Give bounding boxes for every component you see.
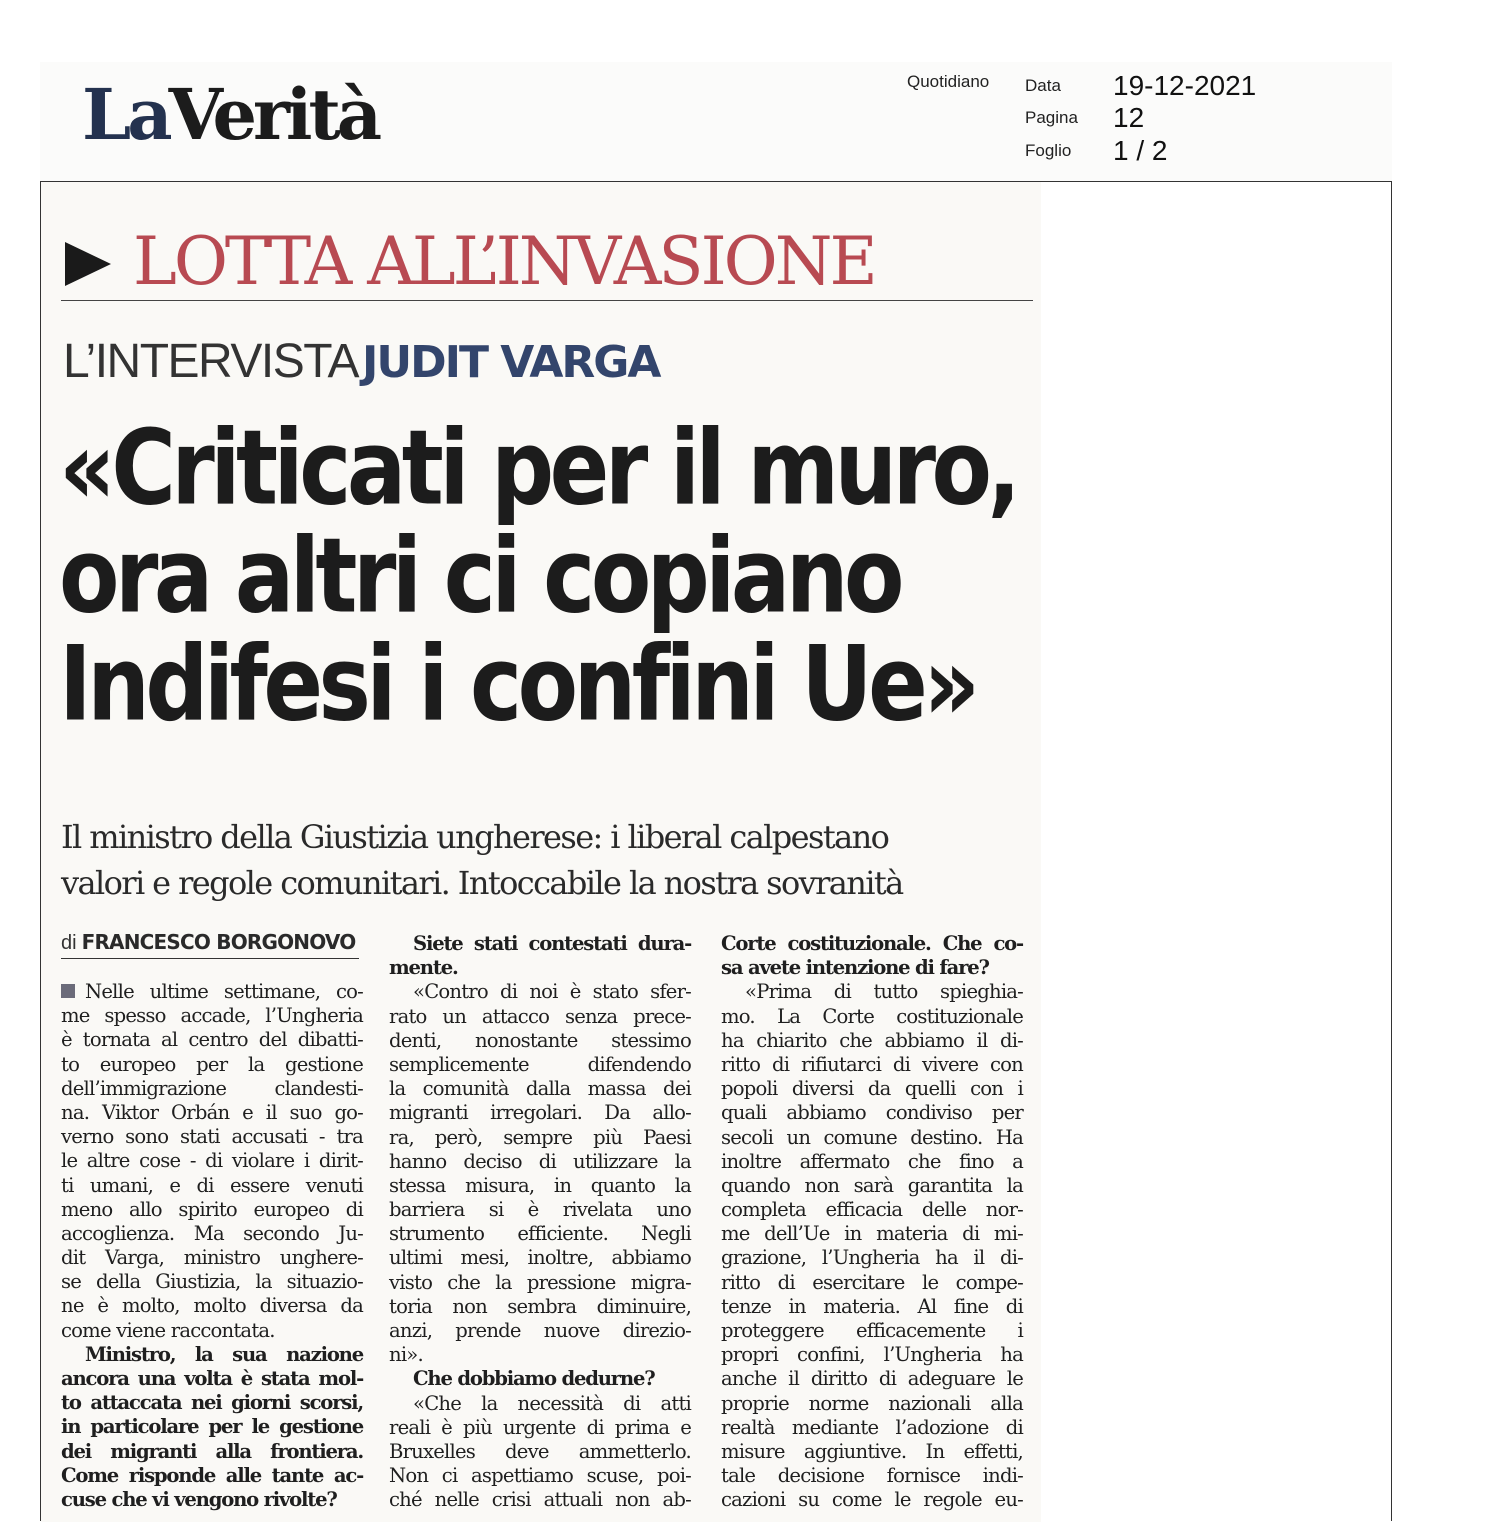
section-title: LOTTA ALL’INVASIONE — [133, 223, 875, 300]
question-line: cuse che vi vengono rivolte? — [61, 1487, 337, 1511]
text-line: stessa misura, in quanto la — [389, 1173, 691, 1197]
text-line: anche il diritto di adeguare le — [721, 1367, 1023, 1391]
text-line: è tornata al centro del dibatti- — [61, 1028, 363, 1052]
text-line: me dell’Ue in materia di mi- — [721, 1222, 1023, 1246]
square-bullet-icon — [61, 984, 75, 998]
headline — [59, 406, 1039, 745]
clipping-frame — [40, 181, 1392, 1521]
text-line: completa efficacia delle nor- — [721, 1198, 1023, 1222]
byline — [61, 930, 359, 959]
byline-author: FRANCESCO BORGONOVO — [81, 930, 356, 954]
text-line: ritto di esercitare le compe- — [721, 1270, 1023, 1294]
text-line: toria non sembra diminuire, — [389, 1294, 691, 1318]
question-line: to attaccata nei giorni scorsi, — [61, 1391, 363, 1415]
text-line: dit Varga, ministro unghere- — [61, 1246, 363, 1270]
question-line: Corte costituzionale. Che co- — [721, 932, 1023, 955]
text-line: na. Viktor Orbán e il suo go- — [61, 1100, 363, 1124]
question-line: mente. — [389, 956, 458, 980]
text-line: le altre cose - di violare i dirit- — [61, 1149, 363, 1173]
text-line: ultimi mesi, inoltre, abbiamo — [389, 1246, 691, 1270]
text-line: dell’immigrazione clandesti- — [61, 1076, 363, 1100]
question-line: Ministro, la sua nazione — [85, 1342, 363, 1366]
text-line: tale decisione fornisce indi- — [721, 1464, 1023, 1488]
text-line: accoglienza. Ma secondo Ju- — [61, 1221, 363, 1245]
text-line: Nelle ultime settimane, co- — [61, 980, 363, 1004]
byline-prefix: di — [61, 932, 77, 954]
newspaper-logo — [82, 73, 379, 156]
text-line: inoltre affermato che fino a — [721, 1149, 1023, 1173]
date-label: Data — [1025, 76, 1061, 95]
question-line: Che dobbiamo dedurne? — [413, 1367, 655, 1391]
question-line: ancora una volta è stata mol- — [61, 1367, 363, 1390]
arrow-right-icon — [65, 242, 111, 286]
text-line: la comunità dalla massa dei — [389, 1077, 691, 1101]
text-line: ha chiarito che abbiamo il di- — [721, 1028, 1023, 1052]
text-line: «Che la necessità di atti — [413, 1391, 691, 1415]
text-line: semplicemente difendendo — [389, 1052, 691, 1076]
question-line: sa avete intenzione di fare? — [721, 956, 989, 980]
text-line: ché nelle crisi attuali non ab- — [389, 1488, 691, 1512]
text-line: «Prima di tutto spieghia- — [745, 980, 1023, 1004]
text-line: denti, nonostante stessimo — [389, 1028, 691, 1052]
text-line: migranti irregolari. Da allo- — [389, 1101, 691, 1125]
meta-page-row — [1025, 102, 1144, 134]
text-line: come viene raccontata. — [61, 1318, 275, 1342]
page-value: 12 — [1113, 102, 1145, 133]
text-column-2 — [389, 932, 691, 1513]
text-line: tenze in materia. Al fine di — [721, 1294, 1023, 1318]
text-line: ne è molto, molto diversa da — [61, 1294, 363, 1318]
text-line: rato un attacco senza prece- — [389, 1004, 691, 1028]
text-line: mo. La Corte costituzionale — [721, 1004, 1023, 1028]
text-line: strumento efficiente. Negli — [389, 1222, 691, 1246]
headline-line: ora altri ci copiano — [59, 514, 900, 637]
text-line: misure aggiuntive. In effetti, — [721, 1439, 1023, 1463]
question-line: dei migranti alla frontiera. — [61, 1439, 363, 1463]
text-line: reali è più urgente di prima e — [389, 1415, 691, 1439]
question-line: Come risponde alle tante ac- — [61, 1463, 363, 1487]
text-line: to europeo per la gestione — [61, 1052, 363, 1076]
question-line: in particolare per le gestione — [61, 1415, 363, 1439]
masthead — [40, 62, 1392, 182]
text-line: «Contro di noi è stato sfer- — [413, 980, 691, 1004]
meta-sheet-row — [1025, 135, 1167, 167]
text-line: meno allo spirito europeo di — [61, 1197, 363, 1221]
date-value: 19-12-2021 — [1113, 70, 1257, 101]
text-line: ritto di rifiutarci di vivere con — [721, 1052, 1023, 1076]
text-line: se della Giustizia, la situazio- — [61, 1270, 363, 1294]
text-line: grazione, l’Ungheria ha il di- — [721, 1246, 1023, 1270]
logo-la: La — [82, 73, 169, 156]
text-line: ni». — [389, 1343, 423, 1367]
article-clipping — [41, 182, 1041, 1522]
sheet-value: 1 / 2 — [1113, 135, 1168, 166]
text-line: realtà mediante l’adozione di — [721, 1415, 1023, 1439]
text-line: hanno deciso di utilizzare la — [389, 1149, 691, 1173]
text-column-3 — [721, 932, 1023, 1513]
deck-line: valori e regole comunitari. Intoccabile la nostra sovranità — [61, 864, 903, 902]
text-line: me spesso accade, l’Ungheria — [61, 1004, 363, 1028]
deck-subheadline — [61, 814, 1031, 906]
section-header — [61, 224, 1033, 301]
text-column-1 — [61, 980, 363, 1512]
text-line: Non ci aspettiamo scuse, poi- — [389, 1464, 691, 1488]
text-line: anzi, prende nuove direzio- — [389, 1319, 691, 1342]
text-line: secoli un comune destino. Ha — [721, 1125, 1023, 1149]
meta-date-row — [1025, 70, 1256, 102]
text-line: Bruxelles deve ammetterlo. — [389, 1439, 691, 1463]
headline-line: Indifesi i confini Ue» — [59, 622, 976, 745]
deck-line: Il ministro della Giustizia ungherese: i liberal calpestano — [61, 818, 889, 856]
logo-verita: Verità — [168, 73, 379, 156]
kicker — [63, 335, 660, 388]
text-line: verno sono stati accusati - tra — [61, 1125, 363, 1149]
page-label: Pagina — [1025, 108, 1078, 127]
text-line: cazioni su come le regole eu- — [721, 1488, 1023, 1512]
kicker-name: JUDIT VARGA — [361, 337, 660, 388]
text-line: ra, però, sempre più Paesi — [389, 1125, 691, 1149]
text-line: quali abbiamo condiviso per — [721, 1101, 1023, 1125]
text-line: visto che la pressione migra- — [389, 1270, 691, 1294]
text-line: proprie norme nazionali alla — [721, 1391, 1023, 1415]
text-line: quando non sarà garantita la — [721, 1173, 1023, 1197]
question-line: Siete stati contestati dura- — [413, 932, 691, 955]
publication-type: Quotidiano — [907, 72, 990, 91]
text-line: proteggere efficacemente i — [721, 1319, 1023, 1342]
sheet-label: Foglio — [1025, 141, 1072, 160]
headline-line: «Criticati per il muro, — [59, 406, 1017, 529]
text-line: popoli diversi da quelli con i — [721, 1077, 1023, 1101]
text-line: barriera si è rivelata uno — [389, 1198, 691, 1222]
text-line: ti umani, e di essere venuti — [61, 1173, 363, 1197]
kicker-label: L’INTERVISTA — [63, 335, 358, 388]
text-line: propri confini, l’Ungheria ha — [721, 1343, 1023, 1367]
